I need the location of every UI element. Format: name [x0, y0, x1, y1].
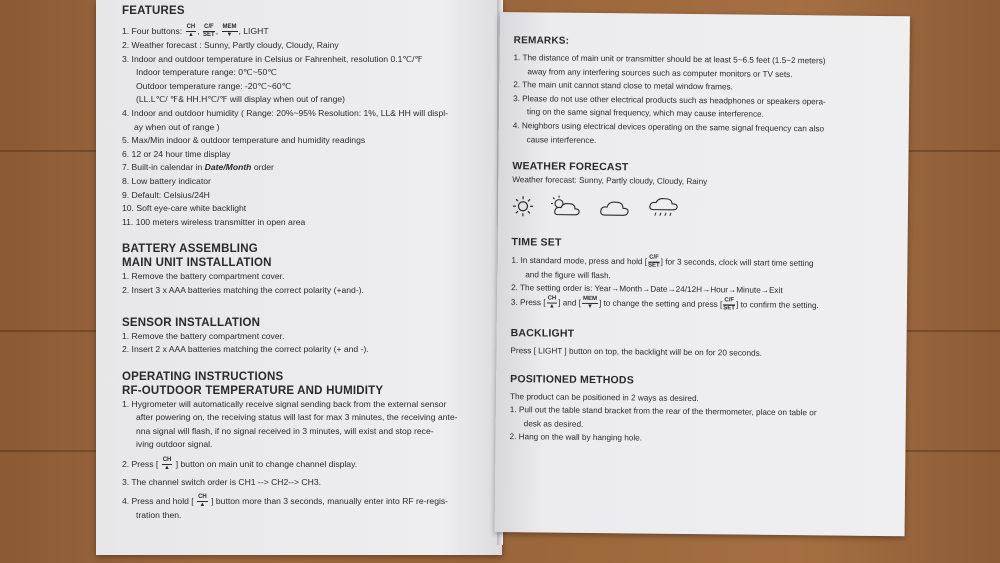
- mem-top: MEM: [582, 296, 598, 304]
- remarks-item-3-b: ting on the same signal frequency, which may cause interference.: [526, 107, 764, 120]
- ch-bottom: ▲: [187, 32, 194, 38]
- mem-button-label: [582, 296, 598, 311]
- cf-set-button-label: [203, 24, 215, 39]
- rainy-icon: [646, 195, 682, 219]
- features-item-7-c: order: [251, 162, 274, 173]
- operating-item-4: [122, 494, 494, 509]
- remarks-item-3: 3. Please do not use other electrical products such as headphones or speakers opera-: [513, 93, 826, 107]
- operating-heading: OPERATING INSTRUCTIONS: [122, 370, 284, 383]
- mem-bottom: ▼: [586, 303, 593, 310]
- weather-icons: [512, 193, 894, 223]
- mem-button-label: [222, 24, 238, 39]
- features-item-7-a: 7. Built-in calendar in: [122, 162, 205, 173]
- weather-forecast-text: Weather forecast: Sunny, Partly cloudy, Cloudy, Rainy: [512, 175, 708, 187]
- operating-item-2: [122, 457, 494, 472]
- operating-item-4-a: 4. Press and hold [: [122, 495, 194, 506]
- ch-bottom: ▲: [199, 501, 206, 508]
- positioned-item-1-b: desk as desired.: [523, 418, 584, 429]
- ch-bottom: ▲: [548, 303, 555, 310]
- battery-heading: BATTERY ASSEMBLING: [122, 243, 258, 256]
- positioned-item-1: 1. Pull out the table stand bracket from the rear of the thermometer, place on table or: [509, 405, 817, 418]
- remarks-heading: REMARKS:: [513, 35, 570, 47]
- operating-item-4-b: ] button more than 3 seconds, manually enter into RF re-regis-: [211, 495, 449, 506]
- positioned-item-2: 2. Hang on the wall by hanging hole.: [509, 432, 643, 443]
- operating-item-2-b: ] button on main unit to change channel display.: [175, 458, 358, 469]
- features-item-8: 8. Low battery indicator: [122, 175, 211, 186]
- features-item-7: [122, 161, 494, 175]
- rf-outdoor-heading: RF-OUTDOOR TEMPERATURE AND HUMIDITY: [122, 384, 384, 397]
- ch-top: CH: [186, 24, 196, 30]
- features-item-2: 2. Weather forecast : Sunny, Partly cloudy, Cloudy, Rainy: [122, 40, 339, 50]
- ch-top: CH: [162, 457, 172, 464]
- features-item-10: 10. Soft eye-care white backlight: [122, 203, 247, 214]
- operating-item-1: 1. Hygrometer will automatically receive signal sending back from the external sensor: [122, 398, 447, 409]
- features-item-1: 1. Four buttons: $\frac{CH}{▲}$ , $\frac{C/F}{\text{SET}}$ , $\frac{\text{MEM}}{▼}$ , LIGHT: [122, 24, 269, 38]
- remarks-item-1-b: away from any interfering sources such as computer monitors or TV sets.: [527, 66, 793, 79]
- light-button-label: LIGHT: [243, 25, 269, 36]
- remarks-item-2: 2. The main unit cannot stand close to metal window frames.: [513, 80, 733, 92]
- sensor-heading: SENSOR INSTALLATION: [122, 316, 261, 329]
- manual-left-page: [96, 0, 502, 555]
- ch-top: CH: [547, 295, 558, 303]
- cf-bottom: SET: [203, 32, 215, 38]
- features-item-3-range: (LL.L℃/ ℉& HH.H℃/℉ will display when out of range): [136, 94, 346, 105]
- features-item-6: 6. 12 or 24 hour time display: [122, 148, 231, 159]
- time-set-item-1-a: 1. In standard mode, press and hold [: [511, 255, 648, 266]
- manual-right-page: [495, 12, 910, 536]
- operating-item-2-a: 2. Press [: [122, 458, 159, 469]
- ch-bottom: ▲: [164, 465, 170, 472]
- features-item-7-b: Date/Month: [204, 162, 252, 173]
- mem-top: MEM: [222, 24, 237, 30]
- time-set-item-1-b: ] for 3 seconds, clock will start time setting: [660, 257, 814, 268]
- positioned-heading: POSITIONED METHODS: [510, 372, 634, 386]
- ch-top: CH: [198, 493, 207, 500]
- ch-button-label: [162, 457, 173, 472]
- mem-bottom: ▼: [226, 32, 233, 38]
- time-set-item-2: 2. The setting order is: Year→Month→Date→24/12H→Hour→Minute→Exit: [511, 283, 783, 296]
- sunny-icon: [512, 195, 534, 217]
- features-item-3-outdoor: Outdoor temperature range: -20℃~60℃: [136, 80, 292, 91]
- time-set-item-3-c: ] to change the setting and press [: [598, 298, 723, 309]
- ch-button-label: [197, 494, 208, 509]
- operating-item-1-c: nna signal will flash, if no signal received in 3 minutes, will exist and stop rece-: [136, 425, 434, 436]
- positioned-intro: The product can be positioned in 2 ways as desired.: [509, 391, 699, 403]
- backlight-heading: BACKLIGHT: [510, 327, 575, 340]
- battery-item-2: 2. Insert 3 x AAA batteries matching the correct polarity (+and-).: [122, 284, 364, 295]
- remarks-item-1: 1. The distance of main unit or transmitter should be at least 5~6.5 feet (1.5~2 meters): [513, 53, 826, 66]
- cf-top: C/F: [648, 254, 660, 262]
- features-item-5: 5. Max/Min indoor & outdoor temperature and humidity readings: [122, 135, 366, 146]
- features-item-11: 11. 100 meters wireless transmitter in open area: [122, 216, 306, 227]
- backlight-text: Press [ LIGHT ] button on top, the backlight will be on for 20 seconds.: [510, 346, 763, 358]
- partly-cloudy-icon: [548, 194, 584, 218]
- features-item-4: 4. Indoor and outdoor humidity ( Range: 20%~95% Resolution: 1%, LL& HH will displ-: [122, 107, 449, 118]
- cf-top: C/F: [204, 24, 214, 30]
- features-heading: FEATURES: [122, 5, 185, 17]
- features-item-4-cont: ay when out of range ): [134, 121, 220, 132]
- remarks-item-4: 4. Neighbors using electrical devices operating on the same signal frequency can also: [512, 121, 825, 134]
- time-set-item-3-d: ] to confirm the setting.: [735, 300, 819, 310]
- cf-bottom: SET: [723, 305, 736, 312]
- operating-item-1-d: iving outdoor signal.: [136, 439, 213, 450]
- time-set-item-3-b: ] and [: [558, 298, 582, 308]
- features-item-3: 3. Indoor and outdoor temperature in Celsius or Fahrenheit, resolution 0.1℃/℉: [122, 53, 423, 64]
- cloudy-icon: [598, 196, 632, 218]
- features-item-3-indoor: Indoor temperature range: 0℃~50℃: [136, 67, 277, 78]
- cf-bottom: SET: [647, 262, 660, 269]
- ch-button-label: [546, 295, 557, 310]
- ch-button-label: [186, 24, 197, 39]
- main-unit-heading: MAIN UNIT INSTALLATION: [122, 257, 272, 270]
- operating-item-3: 3. The channel switch order is CH1 --> CH2--> CH3.: [122, 477, 322, 488]
- features-item-1-text: 1. Four buttons:: [122, 25, 183, 36]
- right-page-content: [509, 34, 895, 448]
- operating-item-1-b: after powering on, the receiving status will last for max 3 minutes, the receiving ante-: [136, 412, 458, 423]
- cf-top: C/F: [723, 297, 735, 305]
- features-item-9: 9. Default: Celsius/24H: [122, 189, 210, 200]
- sensor-item-2: 2. Insert 2 x AAA batteries matching the correct polarity (+ and -).: [122, 344, 369, 355]
- battery-item-1: 1. Remove the battery compartment cover.: [122, 271, 285, 282]
- weather-forecast-heading: WEATHER FORECAST: [512, 160, 629, 174]
- sensor-item-1: 1. Remove the battery compartment cover.: [122, 330, 285, 341]
- cf-set-button-label: [723, 297, 735, 312]
- operating-item-4-c: tration then.: [136, 509, 182, 520]
- left-page-content: [122, 4, 494, 522]
- remarks-item-4-b: cause interference.: [526, 134, 597, 145]
- cf-set-button-label: [648, 254, 660, 269]
- time-set-item-1-c: and the figure will flash.: [525, 270, 611, 280]
- time-set-heading: TIME SET: [511, 235, 562, 249]
- time-set-item-3-a: 3. Press [: [510, 297, 546, 308]
